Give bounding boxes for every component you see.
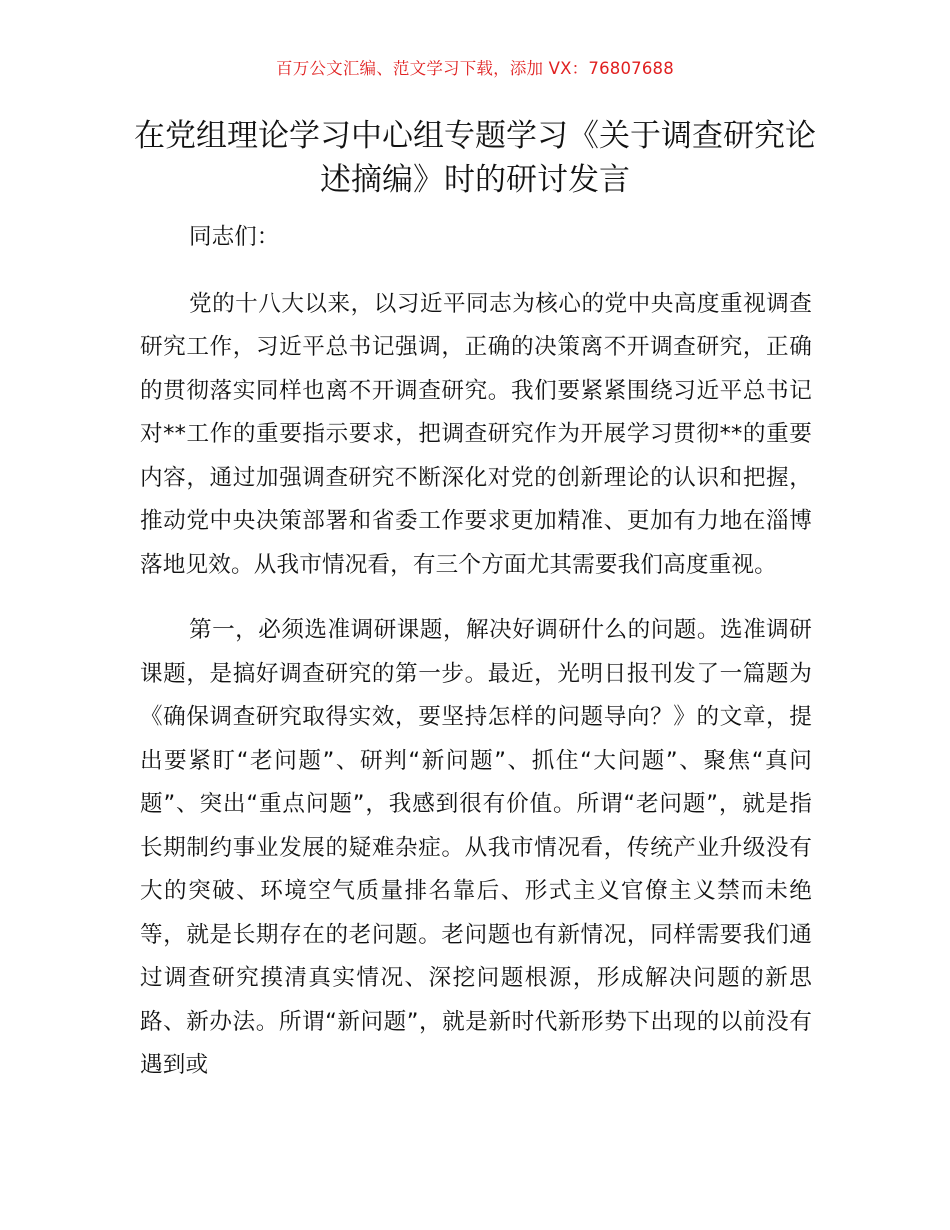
salutation: 同志们： [189, 224, 280, 250]
document-body [140, 216, 812, 1110]
paragraph-first-point: 第一，必须选准调研课题，解决好调研什么的问题。选准调研课题，是搞好调查研究的第一步。最近，光明日报刊发了一篇题为《确保调查研究取得实效，要坚持怎样的问题导向？》的文章，提出要紧盯“老问题”、研判“新问题”、抓住“大问题”、聚焦“真问题”、突出“重点问题”，我感到很有价值。所谓“老问题”，就是指长期制约事业发展的疑难杂症。从我市情况看，传统产业升级没有大的突破、环境空气质量排名靠后、形式主义官僚主义禁而未绝等，就是长期存在的老问题。老问题也有新情况，同样需要我们通过调查研究摸清真实情况、深挖问题根源，形成解决问题的新思路、新办法。所谓“新问题”，就是新时代新形势下出现的以前没有遇到或 [140, 617, 812, 1078]
paragraph-intro: 党的十八大以来，以习近平同志为核心的党中央高度重视调查研究工作，习近平总书记强调，正确的决策离不开调查研究，正确的贯彻落实同样也离不开调查研究。我们要紧紧围绕习近平总书记对**工作的重要指示要求，把调查研究作为开展学习贯彻**的重要内容，通过加强调查研究不断深化对党的创新理论的认识和把握，推动党中央决策部署和省委工作要求更加精准、更加有力地在淄博落地见效。从我市情况看，有三个方面尤其需要我们高度重视。 [140, 290, 812, 578]
watermark-header: 百万公文汇编、范文学习下载，添加 VX：76807688 [276, 59, 674, 78]
document-title: 在党组理论学习中心组专题学习《关于调查研究论述摘编》时的研讨发言 [134, 118, 816, 198]
